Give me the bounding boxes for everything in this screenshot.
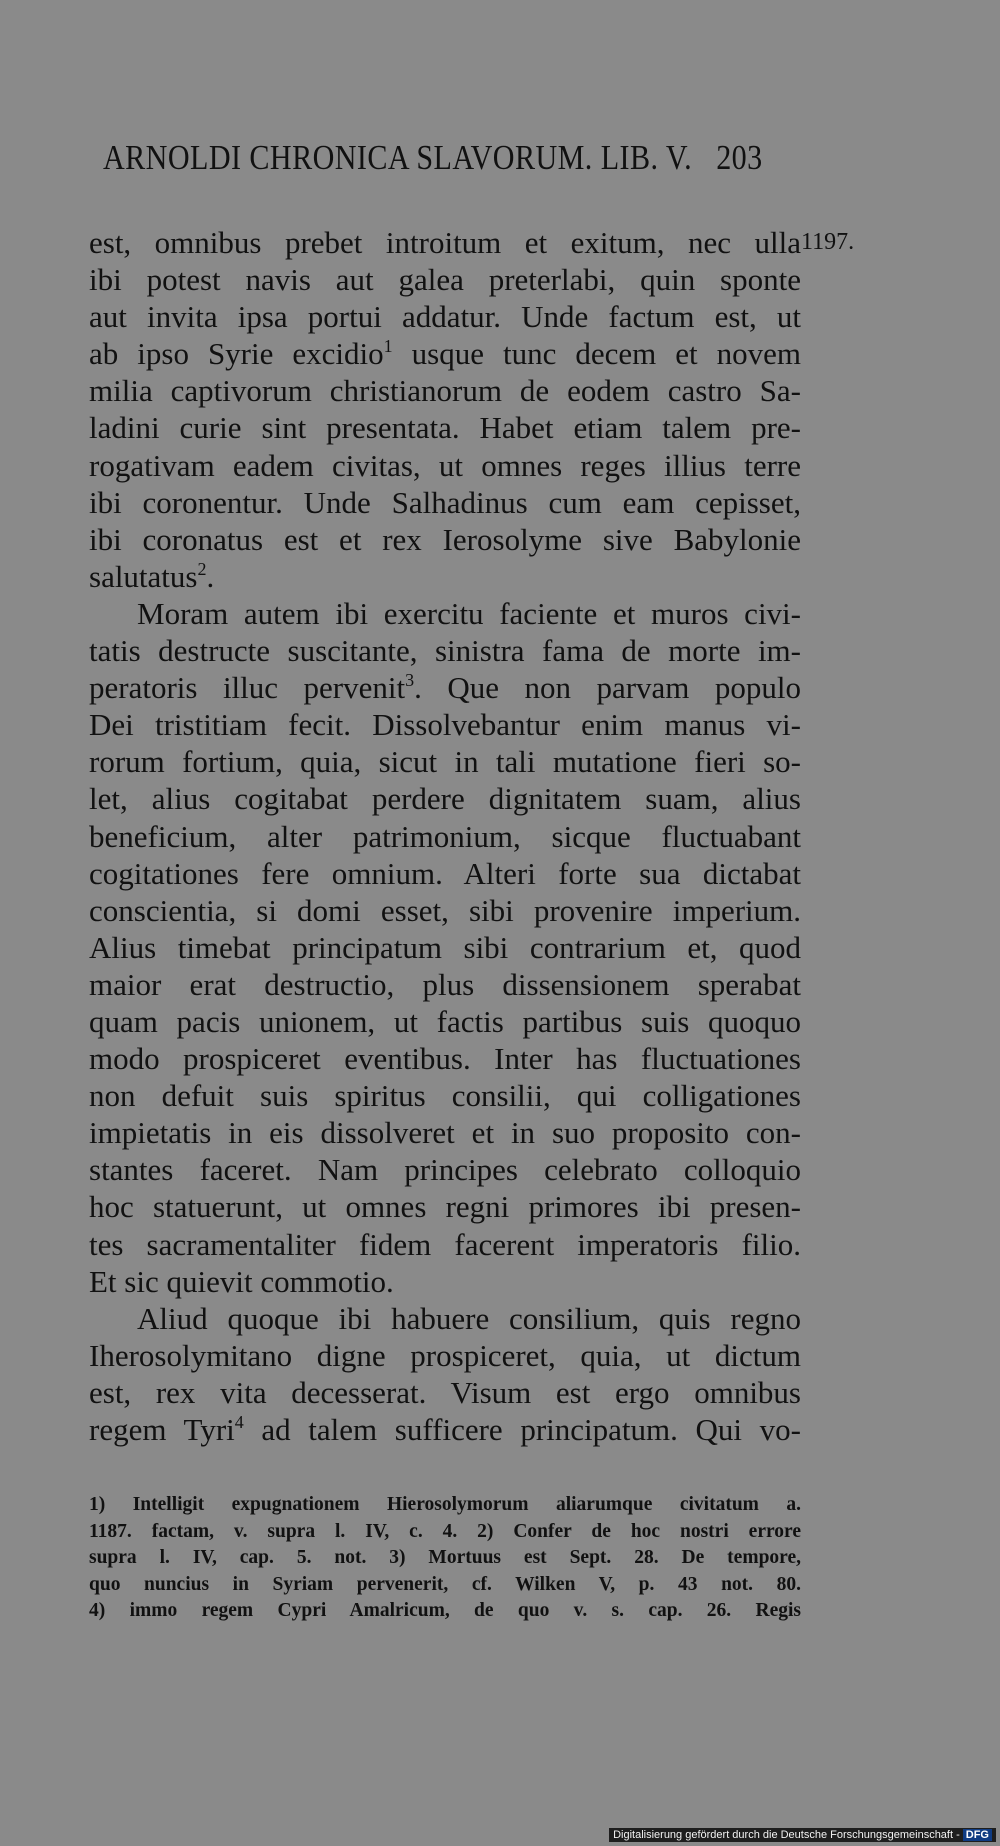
text-line: [89, 1337, 801, 1374]
footnote-reference: 4: [234, 1412, 244, 1432]
text-segment: stantes faceret. Nam principes celebrato colloquio: [89, 1152, 801, 1188]
text-line: [89, 669, 801, 706]
text-line: [89, 484, 801, 521]
footnote-reference: 1: [383, 336, 393, 357]
text-segment: cogitationes fere omnium. Alteri forte sua dictabat: [89, 855, 801, 891]
running-header: [103, 138, 763, 178]
text-segment: beneficium, alter patrimonium, sicque fluctuabant: [89, 818, 801, 854]
text-line: [89, 1114, 801, 1151]
text-line: [89, 1003, 801, 1040]
footnote-line: supra l. IV, cap. 5. not. 3) Mortuus est Sept. 28. De tempore,: [89, 1547, 801, 1568]
dfg-logo: DFG: [963, 1829, 992, 1841]
text-line: [89, 1040, 801, 1077]
text-segment: .: [206, 558, 215, 594]
footnote-line: quo nuncius in Syriam pervenerit, cf. Wilken V, p. 43 not. 80.: [89, 1573, 801, 1595]
text-segment: quam pacis unionem, ut factis partibus suis quoquo: [89, 1003, 801, 1039]
text-segment: Aliud quoque ibi habuere consilium, quis regno: [137, 1300, 801, 1336]
text-segment: let, alius cogitabat perdere dignitatem suam, alius: [89, 781, 801, 817]
text-segment: tatis destructe suscitante, sinistra fama de morte im-: [89, 633, 801, 669]
text-line: [89, 1151, 801, 1188]
footnotes: [89, 1492, 801, 1625]
text-segment: salutatus: [89, 558, 198, 594]
text-line: [89, 558, 801, 595]
text-line: [89, 1374, 801, 1411]
text-line: [89, 521, 801, 558]
text-segment: ibi coronentur. Unde Salhadinus cum eam cepisset,: [89, 484, 801, 520]
text-segment: . Que non parvam populo: [414, 670, 801, 706]
text-line: [89, 1077, 801, 1114]
text-segment: rorum fortium, quia, sicut in tali mutatione fieri so-: [89, 744, 801, 780]
text-segment: usque tunc decem et novem: [392, 336, 801, 372]
text-line: [89, 224, 801, 261]
text-segment: conscientia, si domi esset, sibi provenire imperium.: [89, 892, 801, 928]
text-line: [89, 929, 801, 966]
footnote-line: 4) immo regem Cypri Amalricum, de quo v. s. cap. 26. Regis: [89, 1600, 801, 1621]
text-line: [89, 1263, 801, 1300]
text-segment: tes sacramentaliter fidem facerent imperatoris filio.: [89, 1226, 801, 1262]
text-segment: modo prospiceret eventibus. Inter has fluctuationes: [89, 1041, 801, 1077]
text-line: [89, 818, 801, 855]
text-line: [89, 855, 801, 892]
text-segment: regem Tyri: [89, 1412, 235, 1447]
text-segment: rogativam eadem civitas, ut omnes reges illius terre: [89, 447, 801, 483]
text-segment: ab ipso Syrie excidio: [89, 336, 384, 372]
text-segment: ibi coronatus est et rex Ierosolyme sive Babylonie: [89, 521, 801, 557]
text-line: [89, 1411, 801, 1448]
text-segment: non defuit suis spiritus consilii, qui colligationes: [89, 1078, 801, 1114]
text-line: [89, 447, 801, 484]
text-line: [89, 1300, 801, 1337]
text-segment: Iherosolymitano digne prospiceret, quia, ut dictum: [89, 1337, 801, 1373]
text-segment: est, rex vita decesserat. Visum est ergo omnibus: [89, 1374, 801, 1410]
footnote-line: 1) Intelligit expugnationem Hierosolymorum aliarumque civitatum a.: [89, 1494, 801, 1515]
text-line: [89, 706, 801, 743]
text-line: [89, 780, 801, 817]
text-segment: Dei tristitiam fecit. Dissolvebantur enim manus vi-: [89, 707, 801, 743]
footnote-reference: 2: [197, 558, 207, 579]
text-segment: Moram autem ibi exercitu faciente et muros civi-: [137, 595, 801, 631]
text-segment: impietatis in eis dissolveret et in suo proposito con-: [89, 1115, 801, 1151]
margin-year-note: 1197.: [801, 229, 855, 255]
text-segment: peratoris illuc pervenit: [89, 670, 406, 706]
text-segment: ibi potest navis aut galea preterlabi, quin sponte: [89, 262, 801, 298]
text-line: [89, 298, 801, 335]
text-segment: ladini curie sint presentata. Habet etiam talem pre-: [89, 410, 801, 446]
text-line: [89, 743, 801, 780]
header-title: ARNOLDI CHRONICA SLAVORUM. LIB. V.: [103, 138, 693, 177]
text-line: [89, 1226, 801, 1263]
text-line: [89, 261, 801, 298]
text-segment: ad talem sufficere principatum. Qui vo-: [243, 1412, 801, 1447]
text-line: [89, 1188, 801, 1225]
page-number: 203: [716, 138, 763, 177]
text-line: [89, 335, 801, 372]
main-text: [89, 224, 855, 1448]
text-line: [89, 892, 801, 929]
text-segment: Alius timebat principatum sibi contrarium et, quod: [89, 929, 801, 965]
footnote-line: 1187. factam, v. supra l. IV, c. 4. 2) Confer de hoc nostri errore: [89, 1520, 801, 1542]
text-line: [89, 632, 801, 669]
text-segment: hoc statuerunt, ut omnes regni primores ibi presen-: [89, 1189, 801, 1225]
text-line: [89, 409, 801, 446]
text-segment: aut invita ipsa portui addatur. Unde factum est, ut: [89, 299, 801, 335]
text-line: [89, 595, 801, 632]
text-line: [89, 966, 801, 1003]
footnote-reference: 3: [405, 670, 415, 691]
text-segment: Et sic quievit commotio.: [89, 1263, 394, 1299]
text-segment: milia captivorum christianorum de eodem castro Sa-: [89, 373, 801, 409]
digitization-credit: [609, 1828, 996, 1842]
credit-text: Digitalisierung gefördert durch die Deutsche Forschungsgemeinschaft -: [613, 1829, 960, 1841]
text-segment: est, omnibus prebet introitum et exitum, nec ulla: [89, 225, 801, 260]
text-line: [89, 372, 801, 409]
text-segment: maior erat destructio, plus dissensionem sperabat: [89, 966, 801, 1002]
